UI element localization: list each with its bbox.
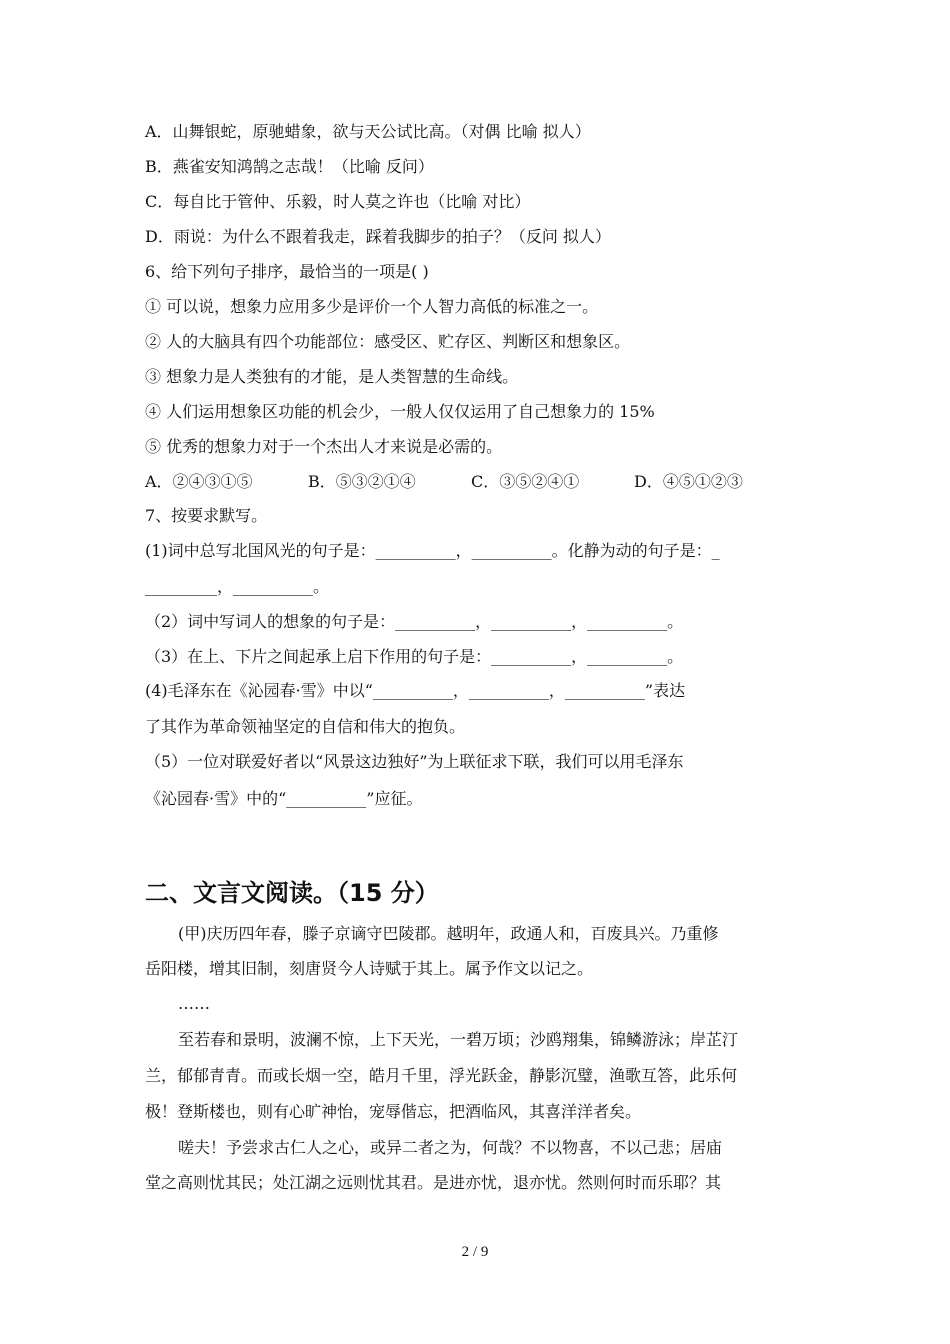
option-b: B．燕雀安知鸿鹄之志哉！（比喻 反问） bbox=[145, 157, 434, 176]
q7-part-3: （3）在上、下片之间起承上启下作用的句子是：__________，__________。 bbox=[145, 647, 684, 666]
sentence-1: ① 可以说，想象力应用多少是评价一个人智力高低的标准之一。 bbox=[145, 297, 599, 316]
question-7-stem: 7、按要求默写。 bbox=[145, 506, 268, 525]
q7-part-4-cont: 了其作为革命领袖坚定的自信和伟大的抱负。 bbox=[145, 717, 466, 736]
q6-option-b: B．⑤③②①④ bbox=[308, 472, 416, 491]
page-number: 2 / 9 bbox=[461, 1244, 489, 1260]
sentence-2: ② 人的大脑具有四个功能部位：感受区、贮存区、判断区和想象区。 bbox=[145, 332, 631, 351]
passage-line-5: 极！登斯楼也，则有心旷神怡，宠辱偕忘，把酒临风，其喜洋洋者矣。 bbox=[145, 1102, 642, 1121]
sentence-3: ③ 想象力是人类独有的才能，是人类智慧的生命线。 bbox=[145, 367, 519, 386]
q7-part-5: （5）一位对联爱好者以“风景这边独好”为上联征求下联，我们可以用毛泽东 bbox=[145, 752, 684, 771]
option-d: D．雨说：为什么不跟着我走，踩着我脚步的拍子？（反问 拟人） bbox=[145, 227, 611, 246]
passage-line-6: 嗟夫！予尝求古仁人之心，或异二者之为，何哉？不以物喜，不以己悲；居庙 bbox=[178, 1138, 723, 1157]
question-6-options bbox=[145, 472, 810, 492]
ellipsis: …… bbox=[178, 994, 210, 1013]
passage-line-7: 堂之高则忧其民；处江湖之远则忧其君。是进亦忧，退亦忧。然则何时而乐耶？其 bbox=[145, 1173, 722, 1192]
section-heading: 二、文言文阅读。（15 分） bbox=[145, 879, 439, 907]
question-6-stem: 6、给下列句子排序，最恰当的一项是( ) bbox=[145, 262, 429, 281]
passage-line-1: (甲)庆历四年春，滕子京谪守巴陵郡。越明年，政通人和，百废具兴。乃重修 bbox=[178, 924, 719, 943]
option-c: C．每自比于管仲、乐毅，时人莫之许也（比喻 对比） bbox=[145, 192, 531, 211]
passage-line-3: 至若春和景明，波澜不惊，上下天光，一碧万顷；沙鸥翔集，锦鳞游泳；岸芷汀 bbox=[178, 1030, 739, 1049]
q7-part-2: （2）词中写词人的想象的句子是：__________，__________，__________。 bbox=[145, 612, 684, 631]
sentence-5: ⑤ 优秀的想象力对于一个杰出人才来说是必需的。 bbox=[145, 437, 503, 456]
q7-part-1-cont: _________，__________。 bbox=[145, 577, 330, 596]
q7-part-1: (1)词中总写北国风光的句子是：__________，__________。化静为动的句子是：_ bbox=[145, 541, 720, 560]
passage-line-2: 岳阳楼，增其旧制，刻唐贤今人诗赋于其上。属予作文以记之。 bbox=[145, 959, 594, 978]
q6-option-d: D．④⑤①②③ bbox=[634, 472, 743, 491]
passage-line-4: 兰，郁郁青青。而或长烟一空，皓月千里，浮光跃金，静影沉璧，渔歌互答，此乐何 bbox=[145, 1066, 738, 1085]
q7-part-5-cont: 《沁园春·雪》中的“__________”应征。 bbox=[145, 789, 423, 808]
q6-option-a: A．②④③①⑤ bbox=[145, 472, 253, 491]
q7-part-4: (4)毛泽东在《沁园春·雪》中以“__________，__________，__________”表达 bbox=[145, 681, 686, 700]
sentence-4: ④ 人们运用想象区功能的机会少，一般人仅仅运用了自己想象力的 15% bbox=[145, 402, 655, 421]
q6-option-c: C．③⑤②④① bbox=[471, 472, 580, 491]
option-a: A．山舞银蛇，原驰蜡象，欲与天公试比高。（对偶 比喻 拟人） bbox=[145, 122, 591, 141]
